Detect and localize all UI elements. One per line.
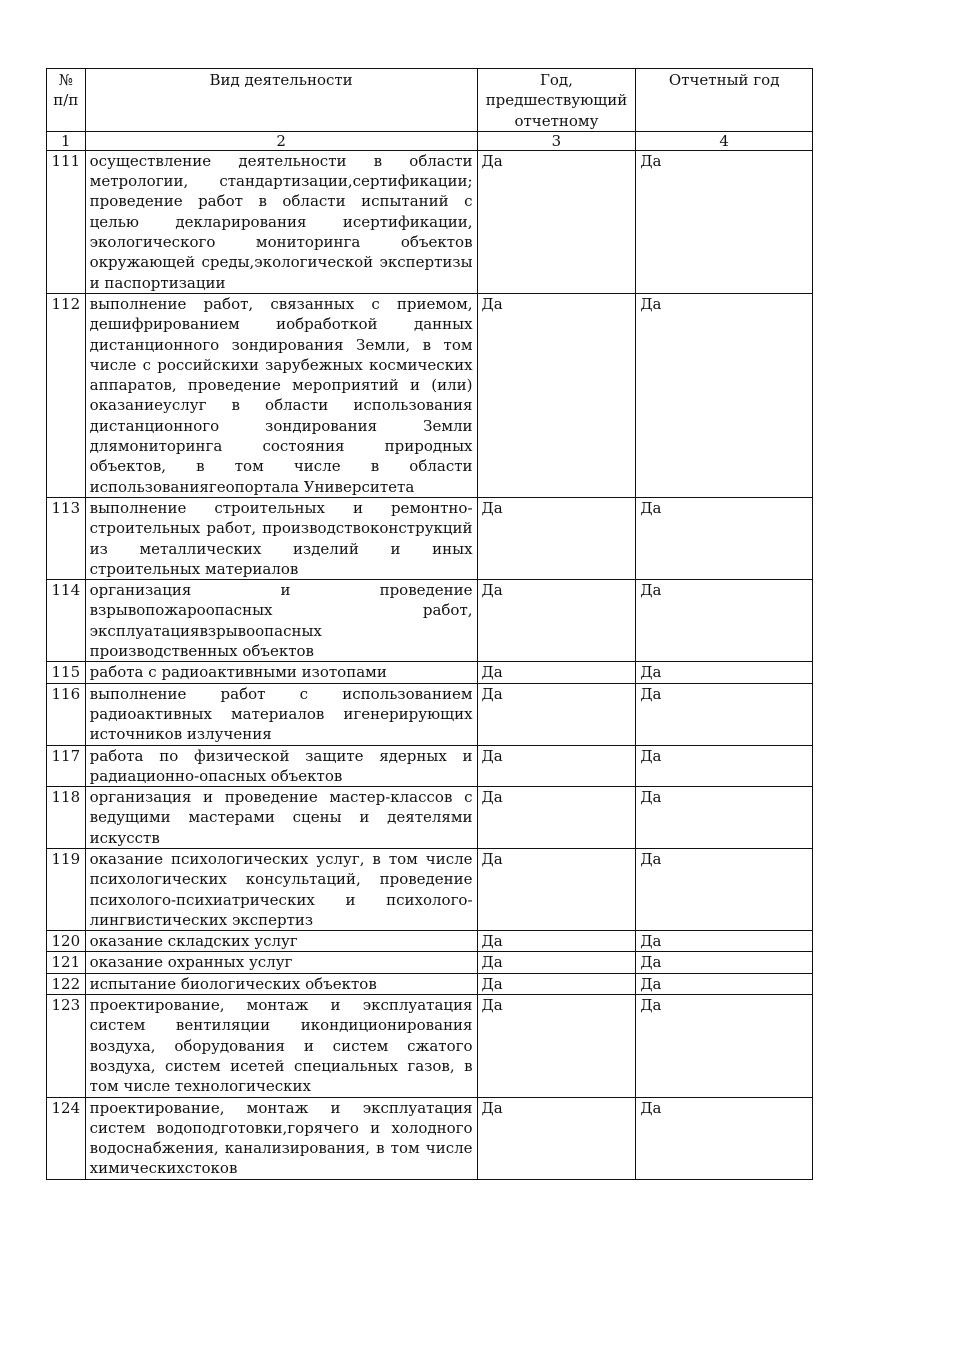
- prev-year-value-cell: Да: [477, 497, 636, 579]
- activity-cell: оказание складских услуг: [85, 931, 477, 952]
- table-row: [47, 293, 813, 497]
- report-year-value-cell: Да: [636, 580, 813, 662]
- prev-year-value-cell: Да: [477, 745, 636, 787]
- table-header-row: [47, 69, 813, 132]
- activity-cell: оказание психологических услуг, в том числе психологических консультаций, проведение психолого-психиатрических и психолого-лингвистических экспертиз: [85, 848, 477, 930]
- report-year-value-cell: Да: [636, 787, 813, 849]
- prev-year-value-cell: Да: [477, 787, 636, 849]
- prev-year-value-cell: Да: [477, 150, 636, 293]
- table-row: [47, 787, 813, 849]
- table-row: [47, 662, 813, 683]
- prev-year-value-cell: Да: [477, 293, 636, 497]
- table-row: [47, 952, 813, 973]
- table-row: [47, 150, 813, 293]
- column-index-3: 3: [477, 131, 636, 150]
- table-body: [47, 150, 813, 1179]
- row-number-cell: 121: [47, 952, 86, 973]
- report-year-value-cell: Да: [636, 683, 813, 745]
- prev-year-value-cell: Да: [477, 973, 636, 994]
- row-number-cell: 123: [47, 995, 86, 1097]
- activity-cell: оказание охранных услуг: [85, 952, 477, 973]
- activity-cell: проектирование, монтаж и эксплуатация систем водоподготовки,горячего и холодного водоснабжения, канализирования, в том числе химическихстоков: [85, 1097, 477, 1179]
- report-year-value-cell: Да: [636, 1097, 813, 1179]
- column-index-2: 2: [85, 131, 477, 150]
- header-report-year: [636, 69, 813, 132]
- column-index-1: 1: [47, 131, 86, 150]
- report-year-value-cell: Да: [636, 995, 813, 1097]
- report-year-value-cell: Да: [636, 745, 813, 787]
- row-number-cell: 114: [47, 580, 86, 662]
- report-year-value-cell: Да: [636, 973, 813, 994]
- prev-year-value-cell: Да: [477, 995, 636, 1097]
- activity-cell: осуществление деятельности в области метрологии, стандартизации,сертификации; проведение работ в области испытаний с целью декларирования исертификации, экологического мониторинга объектов окружающей среды,экологической экспертизы и паспортизации: [85, 150, 477, 293]
- row-number-cell: 120: [47, 931, 86, 952]
- prev-year-value-cell: Да: [477, 931, 636, 952]
- header-num-text: № п/п: [53, 71, 79, 110]
- prev-year-value-cell: Да: [477, 952, 636, 973]
- activity-cell: выполнение строительных и ремонтно-строительных работ, производствоконструкций из металлических изделий и иных строительных материалов: [85, 497, 477, 579]
- row-number-cell: 113: [47, 497, 86, 579]
- row-number-cell: 115: [47, 662, 86, 683]
- activity-cell: работа с радиоактивными изотопами: [85, 662, 477, 683]
- prev-year-value-cell: Да: [477, 1097, 636, 1179]
- prev-year-value-cell: Да: [477, 580, 636, 662]
- header-prev-year: [477, 69, 636, 132]
- activity-cell: организация и проведение мастер-классов с ведущими мастерами сцены и деятелями искусств: [85, 787, 477, 849]
- table-row: [47, 683, 813, 745]
- report-year-value-cell: Да: [636, 293, 813, 497]
- activity-cell: испытание биологических объектов: [85, 973, 477, 994]
- column-index-4: 4: [636, 131, 813, 150]
- header-activity: [85, 69, 477, 132]
- row-number-cell: 117: [47, 745, 86, 787]
- activity-cell: выполнение работ с использованием радиоактивных материалов игенерирующих источников излучения: [85, 683, 477, 745]
- table-row: [47, 973, 813, 994]
- row-number-cell: 119: [47, 848, 86, 930]
- row-number-cell: 111: [47, 150, 86, 293]
- table-row: [47, 745, 813, 787]
- column-index-row: [47, 131, 813, 150]
- activity-cell: организация и проведение взрывопожароопасных работ, эксплуатациявзрывоопасных производственных объектов: [85, 580, 477, 662]
- table-row: [47, 995, 813, 1097]
- prev-year-value-cell: Да: [477, 848, 636, 930]
- activity-table: [46, 68, 813, 1180]
- table-row: [47, 497, 813, 579]
- row-number-cell: 118: [47, 787, 86, 849]
- row-number-cell: 112: [47, 293, 86, 497]
- report-year-value-cell: Да: [636, 150, 813, 293]
- row-number-cell: 124: [47, 1097, 86, 1179]
- header-prev-year-text: Год, предшествующий отчетному: [485, 71, 628, 130]
- row-number-cell: 116: [47, 683, 86, 745]
- report-year-value-cell: Да: [636, 931, 813, 952]
- prev-year-value-cell: Да: [477, 683, 636, 745]
- header-report-year-text: Отчетный год: [668, 71, 780, 89]
- report-year-value-cell: Да: [636, 848, 813, 930]
- table-row: [47, 848, 813, 930]
- report-year-value-cell: Да: [636, 497, 813, 579]
- activity-cell: выполнение работ, связанных с приемом, дешифрированием иобработкой данных дистанционного зондирования Земли, в том числе с российскихи зарубежных космических аппаратов, проведение мероприятий и (или) оказаниеуслуг в области использования дистанционного зондирования Земли длямониторинга состояния природных объектов, в том числе в области использованиягеопортала Университета: [85, 293, 477, 497]
- report-year-value-cell: Да: [636, 952, 813, 973]
- table-row: [47, 580, 813, 662]
- report-year-value-cell: Да: [636, 662, 813, 683]
- table-row: [47, 1097, 813, 1179]
- row-number-cell: 122: [47, 973, 86, 994]
- header-activity-text: Вид деятельности: [209, 71, 353, 89]
- table-row: [47, 931, 813, 952]
- activity-cell: проектирование, монтаж и эксплуатация систем вентиляции икондиционирования воздуха, оборудования и систем сжатого воздуха, систем исетей специальных газов, в том числе технологических: [85, 995, 477, 1097]
- prev-year-value-cell: Да: [477, 662, 636, 683]
- header-num: [47, 69, 86, 132]
- activity-cell: работа по физической защите ядерных и радиационно-опасных объектов: [85, 745, 477, 787]
